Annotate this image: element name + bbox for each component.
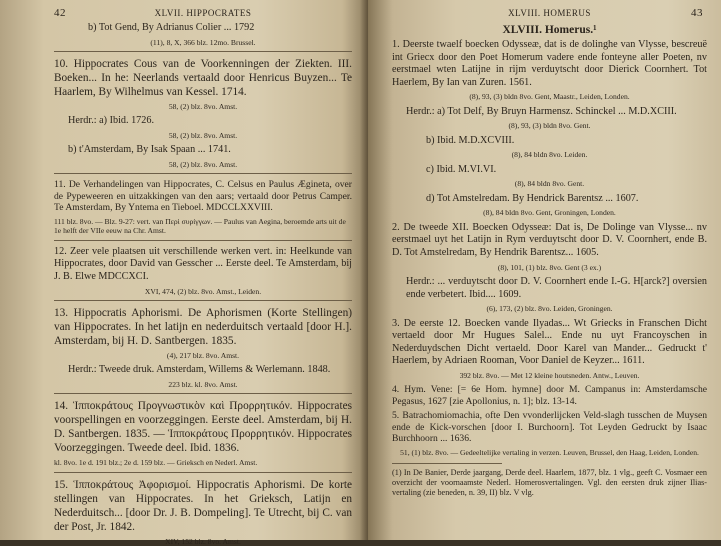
entry-1-reprint-c: c) Ibid. M.VI.VI. (426, 163, 497, 175)
entry-1-reprint-b: b) Ibid. M.D.XCVIII. (426, 134, 515, 146)
left-running-head (54, 8, 352, 22)
divider (54, 393, 352, 394)
entry-1-reprint-b-details: (8), 84 bldn 8vo. Leiden. (511, 150, 588, 160)
entry-2-details: (8), 101, (1) blz. 8vo. Gent (3 ex.) (497, 262, 602, 272)
divider (54, 240, 352, 241)
section-title: XLVIII. Homerus.¹ (502, 24, 597, 36)
entry-11: 11. De Verhandelingen van Hippocrates, C. Celsus en Paulus Ægineta, over de Pypeweeren en uitzakkingen van den aars; vertaald door Petrus Camper. Te Amsterdam, By Yntema en Tieboel. MDCCLXXVIII. (54, 179, 352, 214)
entry-13-reprint: Herdr.: Tweede druk. Amsterdam, Willems & Werlemann. 1848. (68, 364, 331, 376)
left-head-title: XLVII. HIPPOCRATES (154, 8, 252, 18)
entry-10-details: 58, (2) blz. 8vo. Amst. (168, 102, 238, 111)
entry-10-reprint-a: Herdr.: a) Ibid. 1726. (68, 115, 155, 127)
entry-12: 12. Zeer vele plaatsen uit verschillende werken vert. in: Heelkunde van Hippocrates, door David van Gesscher ... Eerste deel. Te Amsterdam, bij J. B. Elwe MDCCXCI. (54, 245, 352, 282)
entry-11-details: 111 blz. 8vo. — Blz. 9-27: vert. van Περὶ συρίγγων. — Paulus van Aegina, beroemde arts uit de 1e helft der VIIe eeuw na Chr. Amst. (54, 216, 346, 236)
footnote-rule (392, 463, 502, 464)
entry-1-details: (8), 93, (3) bldn 8vo. Gent, Maastr., Leiden, Londen. (469, 92, 630, 102)
divider (54, 173, 352, 174)
divider (54, 51, 352, 52)
entry-12-details: XVI, 474, (2) blz. 8vo. Amst., Leiden. (144, 286, 262, 296)
entry-14-details: kl. 8vo. 1e d. 191 blz.; 2e d. 159 blz. — Grieksch en Nederl. Amst. (54, 458, 258, 468)
entry-1-reprint-c-details: (8), 84 bldn 8vo. Gent. (514, 179, 585, 189)
footnote: (1) In De Banier, Derde jaargang, Derde deel. Haarlem, 1877, blz. 1 vlg., geeft C. Vosmaer een overzicht der voornaamste Nederl. Homerosvertalingen. Vgl. den eersten druk zijner Ilias-vertaling (zie beneden, n. 39, II) blz. V vlg. (392, 468, 707, 498)
entry-2: 2. De tweede XII. Boecken Odysseæ: Dat is, De Dolinge van Vlysse... nv eerstmael uyt het Latijn in Rym verduytscht door D. V. Coornhert, ende B. D. Tot Amstelredam, By Hendrik Barentsz... 1605. (392, 221, 707, 258)
entry-1-reprint-d-details: (8), 84 bldn 8vo. Gent, Groningen, Londen. (483, 208, 616, 218)
entry-9b: b) Tot Gend, By Adrianus Colier ... 1792 (88, 22, 255, 33)
entry-15: 15. Ἱπποκράτους Ἀφορισμοί. Hippocratis Aphorismi. De korte stellingen van Hippocrates. In het Grieksch, Latijn en Nederduitsch... [door Dr. J. B. Dompeling]. Te Utrecht, bij C. van der Post, Jr. 1842. (54, 478, 352, 533)
entry-4: 4. Hym. Vene: [= 6e Hom. hymne] door M. Campanus in: Amsterdamsche Pegasus, 1627 [zie Apollonius, n. 1]; blz. 13-14. (392, 384, 707, 407)
entry-10-reprint-a-details: 58, (2) blz. 8vo. Amst. (168, 131, 238, 140)
entry-3-details: 392 blz. 8vo. — Met 12 kleine houtsneden. Antw., Leuven. (459, 370, 640, 380)
entry-1-reprint-d: d) Tot Amstelredam. By Hendrick Barentsz ... 1607. (426, 192, 639, 204)
right-page-number: 43 (691, 7, 703, 19)
entry-10-reprint-b-details: 58, (2) blz. 8vo. Amst. (168, 160, 238, 169)
entry-2-reprint-details: (6), 173, (2) blz. 8vo. Leiden, Groningen. (486, 304, 613, 314)
entry-2-reprint: Herdr.: ... verduytscht door D. V. Coornhert ende I.-G. H[arck?] oversien ende verbetert. Ibid.... 1609. (406, 275, 707, 300)
entry-13-reprint-details: 223 blz. kl. 8vo. Amst. (168, 379, 238, 389)
divider (54, 472, 352, 473)
entry-10-reprint-b: b) t'Amsterdam, By Isak Spaan ... 1741. (68, 144, 231, 156)
entry-1-reprint-a: Herdr.: a) Tot Delf, By Bruyn Harmensz. Schinckel ... M.D.XCIII. (406, 105, 677, 117)
entry-15-details: XIV, 152 blz. 8vo. Amst. (165, 536, 241, 546)
entry-1: 1. Deerste twaelf boecken Odysseæ, dat is de dolinghe van Vlysse, bescreuë int Griecx door den Poet Homerum vadere ende fonteyne aller Poeten, nv eerstmael wten Latijne in rijm verduytscht door Dierick Coornhert. Tot Haerlem, By Ian van Zuren. 1561. (392, 39, 707, 88)
entry-3: 3. De eerste 12. Boecken vande Ilyadas... Wt Griecks in Franschen Dicht vertaeld door Mr Hugues Salel... Ende nu uyt Francoyschen in Nederduydschen Dicht vertaeld. Door Karel van Mander... Gedruckt t' Haerlem, by Adriaen Rooman, Voor Daniel de Keyzer... 1611. (392, 317, 707, 367)
right-page (368, 0, 721, 540)
right-running-head (392, 8, 707, 22)
divider (54, 300, 352, 301)
right-head-title: XLVIII. HOMERUS (508, 8, 591, 18)
entry-9b-details: (11), 8, X, 366 blz. 12mo. Brussel. (150, 37, 256, 47)
entry-1-reprint-a-details: (8), 93, (3) bldn 8vo. Gent. (508, 121, 591, 131)
entry-13: 13. Hippocratis Aphorismi. De Aphorismen (Korte Stellingen) van Hippocrates. In het latijn en nederduitsch vertaald [door H.]. Amsterdam, bij H. D. Santbergen. 1835. (54, 306, 352, 347)
entry-14: 14. Ἱπποκράτους Προγνωστικὸν καὶ Προρρητικόν. Hippocrates voorspellingen en voorzeggingen. Eerste deel. Amsterdam, bij H. D. Santbergen. 1835. — Ἱπποκράτους Προρρητικόν. Hippocrates Voorzeggingen. Tweede deel. Ibid. 1836. (54, 400, 352, 455)
left-page-number: 42 (54, 7, 66, 19)
entry-10: 10. Hippocrates Cous van de Voorkenningen der Ziekten. III. Boeken... In he: Neerlands vertaald door Henricus Buyzen... Te Haarlem, By Wilhelmus van Kessel. 1714. (54, 58, 352, 98)
entry-5-details: 51, (1) blz. 8vo. — Gedeeltelijke vertaling in verzen. Leuven, Brussel, den Haag, Leiden, Londen. (400, 447, 699, 457)
entry-13-details: (4), 217 blz. 8vo. Amst. (166, 350, 240, 360)
entry-5: 5. Batrachomiomachia, ofte Den vvonderlijcken Veld-slagh tusschen de Muysen ende de Kick-vorschen [door I. Burchoorn]. Tot Leyden Gedruckt by Isaac Burchhoorn ... 1636. (392, 410, 707, 445)
